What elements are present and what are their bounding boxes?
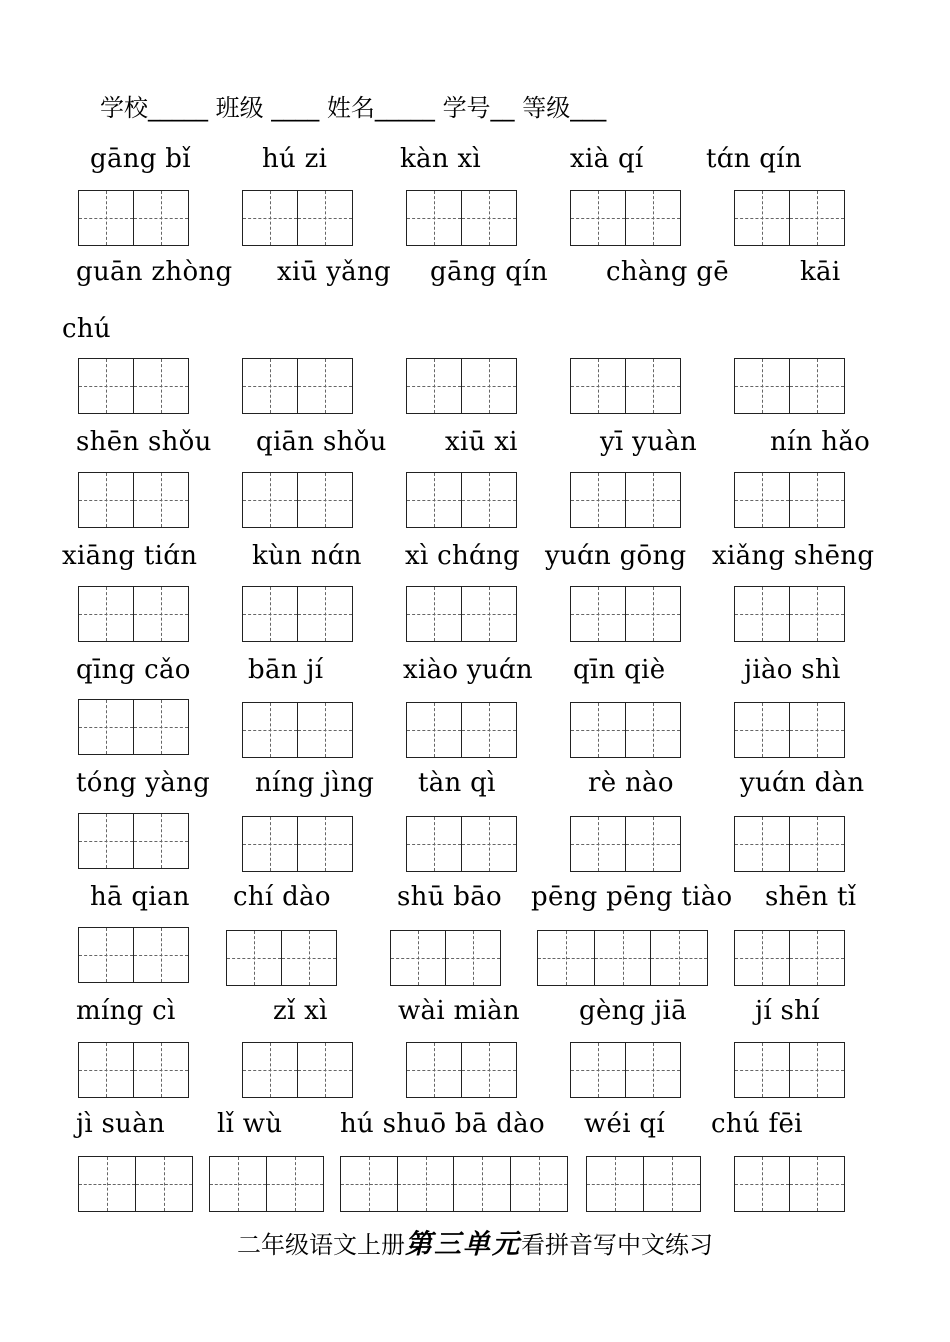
pinyin-label: wài miàn <box>398 996 520 1026</box>
pinyin-label: lǐ wù <box>217 1109 283 1139</box>
pinyin-label: xì chɑ́ng <box>405 541 520 571</box>
pinyin-label: bān jí <box>248 655 324 685</box>
pinyin-label: xiāng tiɑ́n <box>62 541 198 571</box>
pinyin-label: qīng cǎo <box>76 655 191 685</box>
writing-box[interactable] <box>734 190 845 246</box>
writing-box[interactable] <box>734 1156 845 1212</box>
name-field[interactable]: 姓名_____ <box>326 94 435 122</box>
writing-box[interactable] <box>78 1042 189 1098</box>
writing-box[interactable] <box>242 586 353 642</box>
pinyin-label: qiān shǒu <box>256 427 387 457</box>
pinyin-label: hú zi <box>262 144 328 174</box>
writing-box[interactable] <box>734 586 845 642</box>
writing-box[interactable] <box>570 586 681 642</box>
pinyin-label: qīn qiè <box>573 655 666 685</box>
writing-box[interactable] <box>586 1156 701 1212</box>
writing-box[interactable] <box>406 190 517 246</box>
pinyin-label: jí shí <box>755 996 820 1026</box>
pinyin-label: xià qí <box>570 144 644 174</box>
school-field[interactable]: 学校_____ <box>100 94 208 122</box>
pinyin-label: kāi <box>800 257 841 287</box>
title-unit: 第三单元 <box>405 1229 521 1260</box>
pinyin-label: shēn shǒu <box>76 427 212 457</box>
writing-box[interactable] <box>570 702 681 758</box>
writing-box[interactable] <box>734 358 845 414</box>
student-info-header <box>100 88 606 123</box>
writing-box[interactable] <box>406 1042 517 1098</box>
writing-box[interactable] <box>242 816 353 872</box>
writing-box[interactable] <box>406 816 517 872</box>
writing-box[interactable] <box>242 702 353 758</box>
pinyin-label: tɑ́n qín <box>706 144 802 174</box>
pinyin-label: gāng bǐ <box>90 144 191 174</box>
writing-box[interactable] <box>390 930 501 986</box>
number-field[interactable]: 学号__ <box>442 94 515 122</box>
writing-box[interactable] <box>406 702 517 758</box>
pinyin-label: kùn nɑ́n <box>252 541 362 571</box>
pinyin-label: jì suàn <box>76 1109 166 1139</box>
writing-box[interactable] <box>406 358 517 414</box>
pinyin-label: xiào yuɑ́n <box>403 655 533 685</box>
writing-box[interactable] <box>734 702 845 758</box>
writing-box[interactable] <box>78 699 189 755</box>
pinyin-label: hā qian <box>90 882 190 912</box>
writing-box[interactable] <box>570 1042 681 1098</box>
writing-box[interactable] <box>78 472 189 528</box>
pinyin-label: míng cì <box>76 996 176 1026</box>
writing-box[interactable] <box>242 358 353 414</box>
writing-box[interactable] <box>734 1042 845 1098</box>
pinyin-label: kàn xì <box>400 144 482 174</box>
writing-box[interactable] <box>78 813 189 869</box>
pinyin-label: chàng gē <box>606 257 729 287</box>
pinyin-label: yī yuàn <box>600 427 698 457</box>
pinyin-label: yuɑ́n dàn <box>740 768 865 798</box>
writing-box[interactable] <box>242 190 353 246</box>
pinyin-label: shēn tǐ <box>765 882 857 912</box>
pinyin-label: rè nào <box>588 768 674 798</box>
writing-box[interactable] <box>226 930 337 986</box>
writing-box[interactable] <box>734 816 845 872</box>
worksheet-title <box>0 1222 950 1261</box>
writing-box[interactable] <box>734 472 845 528</box>
pinyin-label: xiū xi <box>445 427 518 457</box>
writing-box[interactable] <box>537 930 708 986</box>
pinyin-label: tóng yàng <box>76 768 211 798</box>
writing-box[interactable] <box>209 1156 324 1212</box>
class-field[interactable]: 班级 ____ <box>215 94 320 122</box>
pinyin-label: gāng qín <box>430 257 548 287</box>
writing-box[interactable] <box>78 586 189 642</box>
writing-box[interactable] <box>570 472 681 528</box>
writing-box[interactable] <box>242 1042 353 1098</box>
pinyin-label: zǐ xì <box>273 996 328 1026</box>
pinyin-label: shū bāo <box>397 882 502 912</box>
writing-box[interactable] <box>340 1156 568 1212</box>
title-prefix: 二年级语文上册 <box>237 1231 405 1259</box>
pinyin-label: níng jìng <box>255 768 375 798</box>
pinyin-label: guān zhòng <box>76 257 233 287</box>
pinyin-label: chú <box>62 314 111 344</box>
pinyin-label: xiū yǎng <box>277 257 391 287</box>
pinyin-label: jiào shì <box>744 655 841 685</box>
writing-box[interactable] <box>78 1156 193 1212</box>
writing-box[interactable] <box>78 190 189 246</box>
pinyin-label: chú fēi <box>711 1109 803 1139</box>
pinyin-label: wéi qí <box>584 1109 665 1139</box>
pinyin-label: nín hǎo <box>770 427 871 457</box>
pinyin-label: hú shuō bā dào <box>340 1109 545 1139</box>
writing-box[interactable] <box>570 816 681 872</box>
pinyin-label: chí dào <box>233 882 331 912</box>
pinyin-label: yuɑ́n gōng <box>545 541 687 571</box>
writing-box[interactable] <box>406 472 517 528</box>
title-suffix: 看拼音写中文练习 <box>521 1231 713 1259</box>
pinyin-label: gèng jiā <box>579 996 687 1026</box>
writing-box[interactable] <box>734 930 845 986</box>
writing-box[interactable] <box>570 358 681 414</box>
writing-box[interactable] <box>242 472 353 528</box>
writing-box[interactable] <box>570 190 681 246</box>
writing-box[interactable] <box>78 927 189 983</box>
pinyin-label: xiǎng shēng <box>712 541 875 571</box>
writing-box[interactable] <box>406 586 517 642</box>
grade-field[interactable]: 等级___ <box>522 94 607 122</box>
pinyin-label: tàn qì <box>418 768 496 798</box>
writing-box[interactable] <box>78 358 189 414</box>
pinyin-label: pēng pēng tiào <box>531 882 733 912</box>
